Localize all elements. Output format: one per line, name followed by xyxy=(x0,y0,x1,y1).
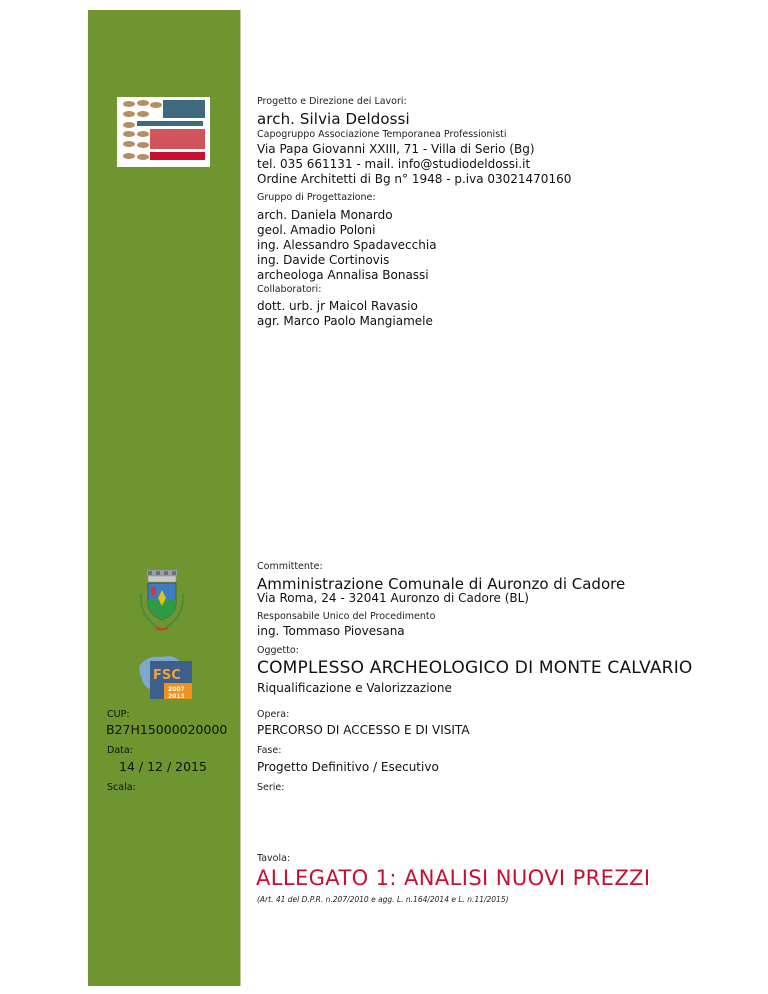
cup-value: B27H15000020000 xyxy=(106,722,228,737)
fase-label: Fase: xyxy=(257,745,282,756)
fsc-logo xyxy=(138,653,193,701)
committente-address: Via Roma, 24 - 32041 Auronzo di Cadore (BL) xyxy=(257,591,529,605)
fase-value: Progetto Definitivo / Esecutivo xyxy=(257,760,439,774)
cup-label: CUP: xyxy=(107,709,130,720)
gruppo-member: archeologa Annalisa Bonassi xyxy=(257,268,429,282)
data-value: 14 / 12 / 2015 xyxy=(119,759,207,774)
fsc-text: FSC xyxy=(153,668,181,683)
studio-contacts: tel. 035 661131 - mail. info@studiodeldossi.it xyxy=(257,157,531,171)
oggetto-subtitle: Riqualificazione e Valorizzazione xyxy=(257,681,452,695)
gruppo-member: geol. Amadio Poloni xyxy=(257,223,376,237)
gruppo-member: ing. Davide Cortinovis xyxy=(257,253,390,267)
rup-name: ing. Tommaso Piovesana xyxy=(257,624,405,638)
data-label: Data: xyxy=(107,745,133,756)
band-edge-line xyxy=(240,10,241,986)
tavola-title: ALLEGATO 1: ANALISI NUOVI PREZZI xyxy=(256,866,651,890)
auronzo-coat-of-arms xyxy=(139,570,185,636)
capogruppo-text: Capogruppo Associazione Temporanea Professionisti xyxy=(257,129,507,140)
committente-label: Committente: xyxy=(257,561,323,572)
tavola-note: (Art. 41 del D.P.R. n.207/2010 e agg. L. n.164/2014 e L. n.11/2015) xyxy=(257,895,509,904)
oggetto-title: COMPLESSO ARCHEOLOGICO DI MONTE CALVARIO xyxy=(257,658,693,678)
gruppo-label: Gruppo di Progettazione: xyxy=(257,192,376,203)
fsc-year-start: 2007 xyxy=(168,686,185,693)
gruppo-member: ing. Alessandro Spadavecchia xyxy=(257,238,437,252)
ordine-architetti: Ordine Architetti di Bg n° 1948 - p.iva 03021470160 xyxy=(257,172,572,186)
studio-address: Via Papa Giovanni XXIII, 71 - Villa di Serio (Bg) xyxy=(257,142,535,156)
rup-label: Responsabile Unico del Procedimento xyxy=(257,611,436,622)
serie-label: Serie: xyxy=(257,782,285,793)
architect-name: arch. Silvia Deldossi xyxy=(257,110,410,128)
oggetto-label: Oggetto: xyxy=(257,645,299,656)
collaboratore-member: dott. urb. jr Maicol Ravasio xyxy=(257,299,418,313)
opera-value: PERCORSO DI ACCESSO E DI VISITA xyxy=(257,723,470,737)
opera-label: Opera: xyxy=(257,709,290,720)
scala-label: Scala: xyxy=(107,782,136,793)
studio-logo xyxy=(117,97,210,167)
tavola-label: Tavola: xyxy=(257,853,291,864)
collaboratore-member: agr. Marco Paolo Mangiamele xyxy=(257,314,433,328)
committente-name: Amministrazione Comunale di Auronzo di Cadore xyxy=(257,575,626,593)
collaboratori-label: Collaboratori: xyxy=(257,284,322,295)
fsc-year-end: 2013 xyxy=(168,693,185,700)
progetto-label: Progetto e Direzione dei Lavori: xyxy=(257,96,407,107)
gruppo-member: arch. Daniela Monardo xyxy=(257,208,393,222)
